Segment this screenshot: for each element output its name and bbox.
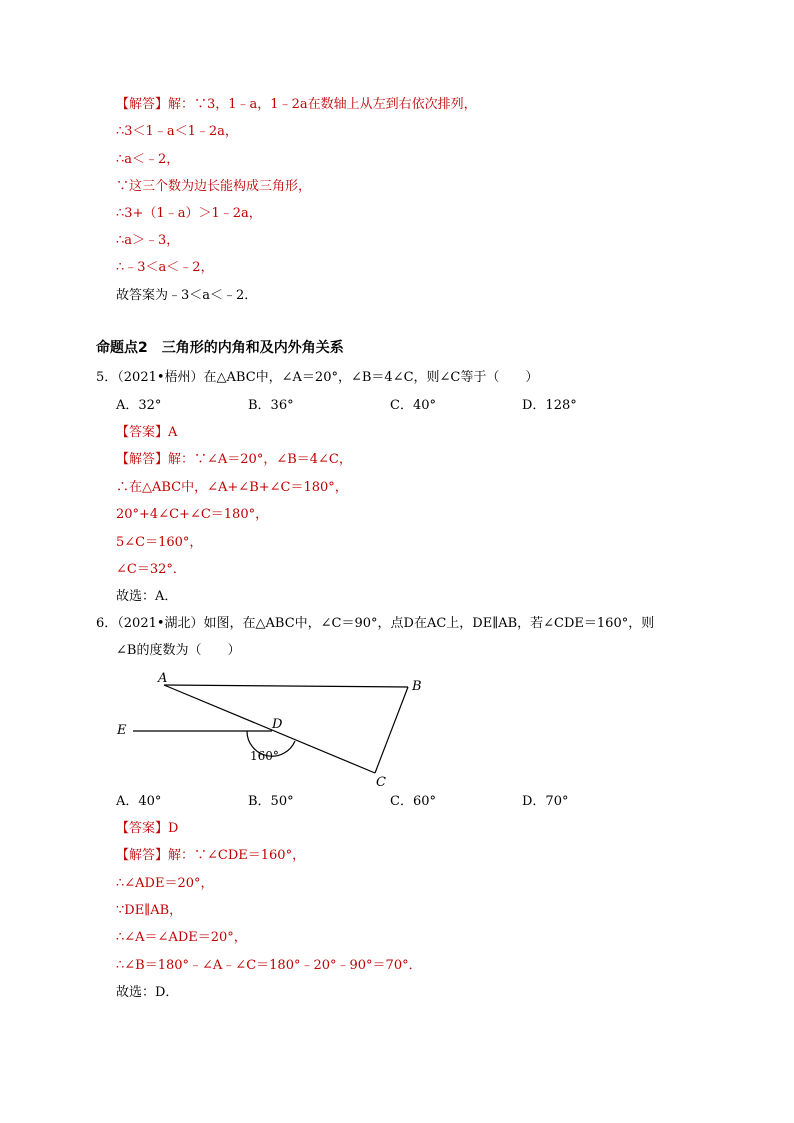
q5-solution-line: ∠C＝32°． (116, 562, 186, 577)
q5-option-a: A．32° (116, 398, 162, 413)
q6-option-c: C．60° (390, 794, 436, 809)
section-heading: 命题点2 三角形的内角和及内外角关系 (96, 340, 344, 356)
q5-answer: 【答案】A (116, 425, 178, 440)
q6-stem-cont: ∠B的度数为（ ） (116, 643, 241, 658)
q5-solution-line: 20°+4∠C+∠C＝180°， (116, 507, 269, 522)
q6-stem: 6．（2021•湖北）如图，在△ABC中，∠C＝90°，点D在AC上，DE∥AB，若∠CDE＝160°，则 (96, 616, 655, 631)
q5-option-d: D．128° (522, 398, 577, 413)
q6-option-d: D．70° (522, 794, 569, 809)
point-label-d: D (272, 717, 283, 732)
q6-option-a: A．40° (116, 794, 162, 809)
q4-solution-line: 【解答】解：∵3，1﹣a，1﹣2a在数轴上从左到右依次排列， (116, 97, 477, 112)
q6-solution-line: ∴∠A＝∠ADE＝20°， (116, 930, 247, 945)
q5-option-c: C．40° (390, 398, 436, 413)
angle-label: 160° (250, 749, 279, 763)
q4-solution-line: 故答案为﹣3＜a＜﹣2． (116, 288, 258, 303)
q5-solution-line: 【解答】解：∵∠A＝20°，∠B＝4∠C， (116, 452, 352, 467)
q6-solution-line: ∴∠B＝180°﹣∠A﹣∠C＝180°﹣20°﹣90°＝70°． (116, 958, 422, 973)
point-label-c: C (376, 775, 386, 790)
q4-solution-line: ∴3+（1﹣a）＞1﹣2a， (116, 206, 262, 221)
q6-option-b: B．50° (248, 794, 294, 809)
q6-solution-line: ∵DE∥AB， (116, 903, 183, 918)
q6-solution-line: ∴∠ADE＝20°， (116, 876, 214, 891)
q4-solution-line: ∴a＜﹣2， (116, 152, 180, 167)
q4-solution-line: ∴a＞﹣3， (116, 233, 180, 248)
q6-solution-line: 故选：D． (116, 985, 179, 1000)
point-label-e: E (117, 723, 127, 738)
q5-solution-line: 5∠C＝160°， (116, 535, 203, 550)
point-label-b: B (412, 679, 422, 694)
q4-solution-line: ∴3＜1﹣a＜1﹣2a， (116, 124, 238, 139)
q6-solution-line: 【解答】解：∵∠CDE＝160°， (116, 848, 306, 863)
q6-answer: 【答案】D (116, 821, 179, 836)
q5-option-b: B．36° (248, 398, 294, 413)
segment-ab (164, 685, 408, 687)
q4-solution-line: ∵这三个数为边长能构成三角形， (116, 179, 312, 194)
q5-solution-line: ∴在△ABC中，∠A+∠B+∠C＝180°， (116, 480, 348, 495)
q5-solution-line: 故选：A． (116, 589, 178, 604)
q6-figure (100, 665, 440, 790)
point-label-a: A (158, 671, 168, 686)
q5-stem: 5．（2021•梧州）在△ABC中，∠A＝20°，∠B＝4∠C，则∠C等于（ ） (96, 370, 539, 385)
segment-bc (375, 687, 408, 773)
q4-solution-line: ∴﹣3＜a＜﹣2， (116, 260, 214, 275)
